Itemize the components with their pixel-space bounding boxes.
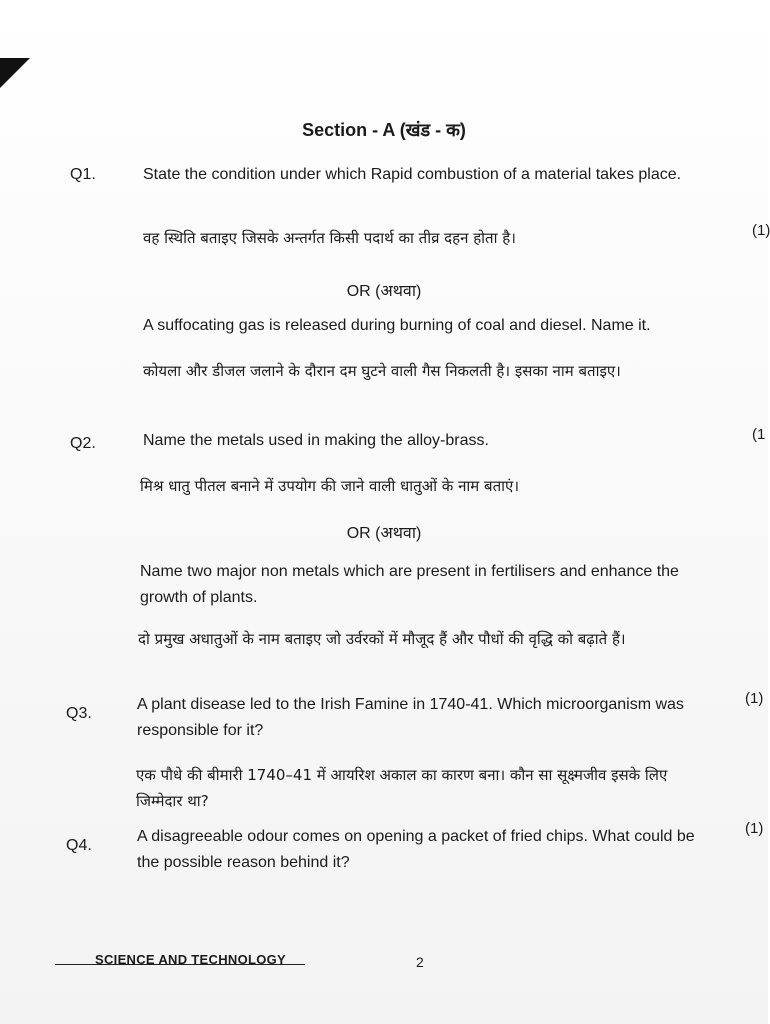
page-number: 2	[416, 954, 424, 970]
alt-question-text-q2: Name two major non metals which are present in fertilisers and enhance the growth of plants.	[140, 563, 679, 606]
marks-q1: (1)	[752, 222, 770, 239]
question-number-q2: Q2.	[70, 435, 96, 452]
question-hindi-q1: वह स्थिति बताइए जिसके अन्तर्गत किसी पदार्थ का तीव्र दहन होता है।	[143, 229, 516, 247]
or-separator: OR (अथवा)	[346, 525, 422, 542]
question-text-q1: State the condition under which Rapid combustion of a material takes place.	[143, 166, 682, 183]
marks-q2: (1	[752, 426, 766, 443]
marks-q4: (1)	[745, 820, 764, 837]
question-hindi-q2: मिश्र धातु पीतल बनाने में उपयोग की जाने वाली धातुओं के नाम बताएं।	[140, 477, 520, 495]
section-title: Section - A (खंड - क)	[302, 120, 466, 140]
question-hindi-q3: एक पौधे की बीमारी 1740–41 में आयरिश अकाल का कारण बना। कौन सा सूक्ष्मजीव इसके लिए जिम्मेदार था?	[136, 766, 668, 810]
alt-question-hindi-q1: कोयला और डीजल जलाने के दौरान दम घुटने वाली गैस निकलती है। इसका नाम बताइए।	[143, 362, 621, 380]
footer-subject: SCIENCE AND TECHNOLOGY	[95, 952, 287, 967]
question-text-q2: Name the metals used in making the alloy-brass.	[143, 432, 489, 449]
alt-question-hindi-q2: दो प्रमुख अधातुओं के नाम बताइए जो उर्वरकों में मौजूद हैं और पौधों की वृद्धि को बढ़ाते हैं।	[138, 630, 626, 648]
or-separator: OR (अथवा)	[346, 283, 422, 300]
question-text-q3: A plant disease led to the Irish Famine in 1740-41. Which microorganism was responsible for it?	[137, 696, 684, 739]
question-number-q4: Q4.	[66, 837, 92, 854]
page-corner-shadow	[0, 58, 30, 88]
question-number-q3: Q3.	[66, 705, 92, 722]
question-text-q4: A disagreeable odour comes on opening a packet of fried chips. What could be the possible reason behind it?	[137, 828, 695, 871]
alt-question-text-q1: A suffocating gas is released during burning of coal and diesel. Name it.	[143, 317, 651, 334]
question-number-q1: Q1.	[70, 166, 96, 183]
footer-rule	[55, 964, 305, 965]
marks-q3: (1)	[745, 690, 764, 707]
